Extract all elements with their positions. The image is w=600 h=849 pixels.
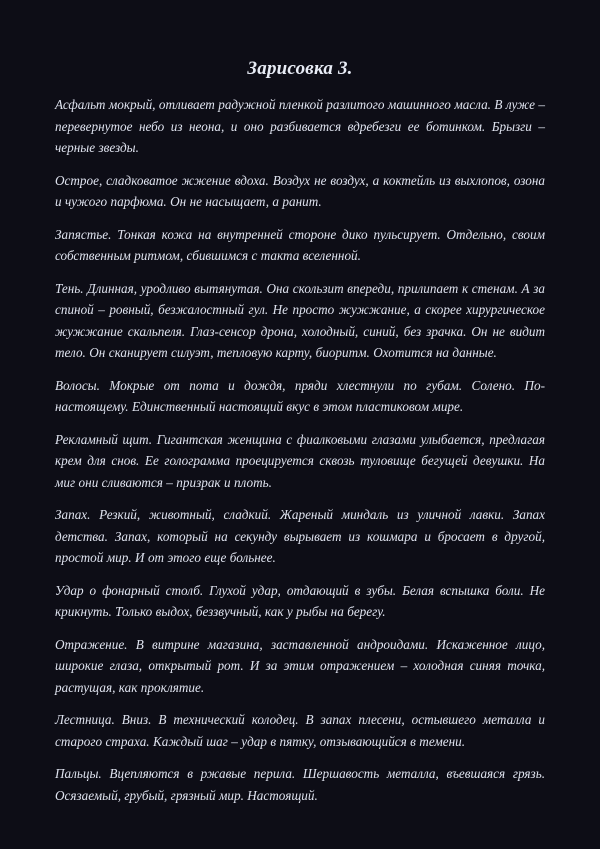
paragraph: Запах. Резкий, животный, сладкий. Жареный миндаль из уличной лавки. Запах детства. Запах, который на секунду вырывает из кошмара и бросает в другой, простой мир. И от этого еще больнее.	[55, 507, 545, 565]
paragraph: Асфальт мокрый, отливает радужной пленкой разлитого машинного масла. В луже – перевернутое небо из неона, и оно разбивается вдребезги ее ботинком. Брызги – черные звезды.	[55, 97, 545, 155]
paragraph: Запястье. Тонкая кожа на внутренней стороне дико пульсирует. Отдельно, своим собственным ритмом, сбившимся с такта вселенной.	[55, 226, 545, 263]
paragraph: Удар о фонарный столб. Глухой удар, отдающий в зубы. Белая вспышка боли. Не крикнуть. Только выдох, беззвучный, как у рыбы на берегу.	[55, 582, 545, 619]
paragraph: Острое, сладковатое жжение вдоха. Воздух не воздух, а коктейль из выхлопов, озона и чужого парфюма. Он не насыщает, а ранит.	[55, 172, 545, 209]
paragraph: Рекламный щит. Гигантская женщина с фиалковыми глазами улыбается, предлагая крем для снов. Ее голограмма проецируется сквозь туловище бегущей девушки. На миг они сливаются – призрак и плоть.	[55, 431, 545, 490]
paragraph: Тень. Длинная, уродливо вытянутая. Она скользит впереди, прилипает к стенам. А за спиной – ровный, безжалостный гул. Не просто жужжание, а скорее хирургическое жужжание скальпеля. Глаз-сенсор дрона, холодный, синий, без зрачка. Он не видит тело. Он сканирует силуэт, тепловую карту, биоритм. Охотится на данные.	[55, 280, 545, 360]
paragraph: Отражение. В витрине магазина, заставленной андроидами. Искаженное лицо, широкие глаза, открытый рот. И за этим отражением – холодная синяя точка, растущая, как проклятие.	[55, 636, 545, 695]
page-title: Зарисовка 3.	[247, 58, 353, 79]
paragraph: Лестница. Вниз. В технический колодец. В запах плесени, остывшего металла и старого страха. Каждый шаг – удар в пятку, отзывающийся в темени.	[55, 712, 545, 749]
paragraph: Пальцы. Вцепляются в ржавые перила. Шершавость металла, въевшаяся грязь. Осязаемый, грубый, грязный мир. Настоящий.	[55, 766, 545, 803]
document-body	[55, 94, 545, 806]
paragraph: Волосы. Мокрые от пота и дождя, пряди хлестнули по губам. Солено. По-настоящему. Единственный настоящий вкус в этом пластиковом мире.	[55, 377, 545, 414]
